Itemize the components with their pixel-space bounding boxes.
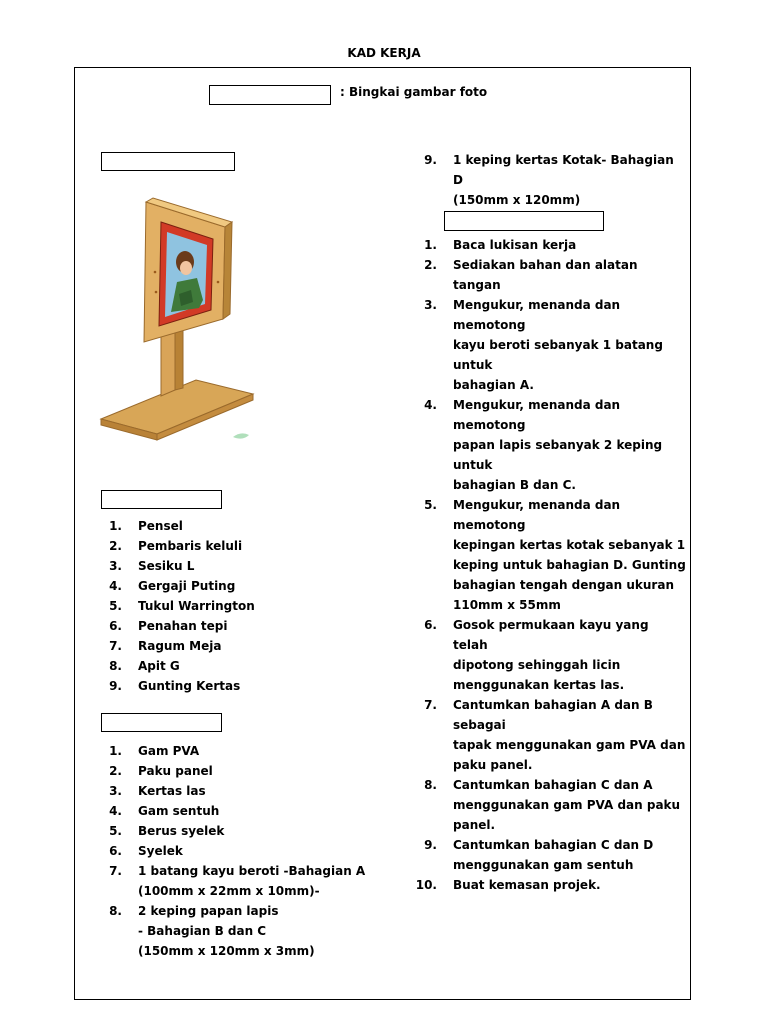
list-item: 8. Cantumkan bahagian C dan A menggunakan gam PVA dan paku panel. bbox=[424, 778, 681, 832]
list-item: 8. Apit G bbox=[109, 659, 180, 673]
list-item: 5. Berus syelek bbox=[109, 824, 225, 838]
list-item: 6. Penahan tepi bbox=[109, 619, 228, 633]
materials-heading-blank bbox=[101, 713, 222, 732]
list-item: 9. Gunting Kertas bbox=[109, 679, 241, 693]
steps-list bbox=[415, 235, 687, 895]
tools-list bbox=[100, 516, 380, 696]
list-item: 1. Gam PVA bbox=[109, 744, 200, 758]
project-label: : Bingkai gambar foto bbox=[340, 85, 488, 99]
list-item: 7. Cantumkan bahagian A dan B sebagai tapak menggunakan gam PVA dan paku panel. bbox=[424, 698, 686, 772]
list-item: 6. Syelek bbox=[109, 844, 183, 858]
list-item: 4. Gam sentuh bbox=[109, 804, 220, 818]
list-item: 3. Kertas las bbox=[109, 784, 206, 798]
list-item: 8. 2 keping papan lapis - Bahagian B dan C (150mm x 120mm x 3mm) bbox=[109, 904, 315, 958]
figure-heading-blank bbox=[101, 152, 235, 171]
list-item: 2. Pembaris keluli bbox=[109, 539, 243, 553]
project-blank-box bbox=[209, 85, 331, 105]
page-title: KAD KERJA bbox=[347, 46, 421, 60]
materials-list-continued bbox=[415, 150, 685, 210]
list-item: 9. Cantumkan bahagian C dan D menggunakan gam sentuh bbox=[424, 838, 654, 872]
list-item: 2. Paku panel bbox=[109, 764, 213, 778]
steps-heading-blank bbox=[444, 211, 604, 231]
list-item: 4. Gergaji Puting bbox=[109, 579, 236, 593]
materials-list bbox=[100, 741, 390, 961]
list-item: 10. Buat kemasan projek. bbox=[415, 878, 601, 892]
list-item: 1. Pensel bbox=[109, 519, 183, 533]
list-item: 4. Mengukur, menanda dan memotong papan lapis sebanyak 2 keping untuk bahagian B dan C. bbox=[424, 398, 663, 492]
list-item: 9. 1 keping kertas Kotak- Bahagian D (150mm x 120mm) bbox=[424, 153, 674, 207]
list-item: 6. Gosok permukaan kayu yang telah dipotong sehinggah licin menggunakan kertas las. bbox=[424, 618, 649, 692]
list-item: 3. Sesiku L bbox=[109, 559, 195, 573]
tools-heading-blank bbox=[101, 490, 222, 509]
list-item: 1. Baca lukisan kerja bbox=[424, 238, 577, 252]
list-item: 5. Mengukur, menanda dan memotong kepingan kertas kotak sebanyak 1 keping untuk bahagian D. Gunting bahagian tengah dengan ukuran 110mm x 55mm bbox=[424, 498, 686, 612]
list-item: 2. Sediakan bahan dan alatan tangan bbox=[424, 258, 638, 292]
photo-frame-stand-illustration bbox=[93, 182, 260, 444]
list-item: 3. Mengukur, menanda dan memotong kayu beroti sebanyak 1 batang untuk bahagian A. bbox=[424, 298, 663, 392]
list-item: 5. Tukul Warrington bbox=[109, 599, 255, 613]
list-item: 7. 1 batang kayu beroti -Bahagian A (100mm x 22mm x 10mm)- bbox=[109, 864, 366, 898]
list-item: 7. Ragum Meja bbox=[109, 639, 222, 653]
